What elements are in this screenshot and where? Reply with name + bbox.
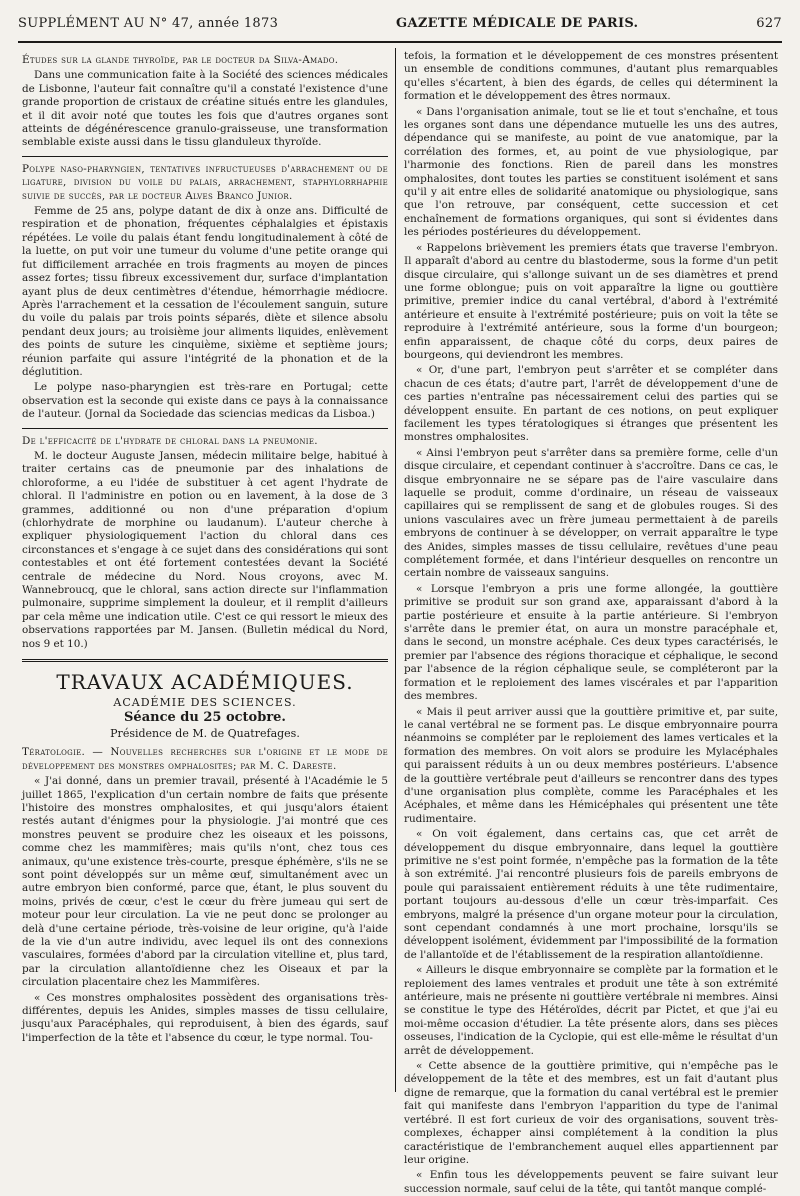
article-paragraph: Dans une communication faite à la Société des sciences médicales de Lisbonne, l'auteur fait connaître qu'il a constaté l'existence d'une grande proportion de cristaux de créatine situés entre les glandules, et il dit avoir noté que toutes les fois que d'autres organes sont atteints de dégénérescence granulo-graisseuse, une transformation semblable existe aussi dans le tissu glanduleux thyroïde. — [22, 69, 388, 149]
page-number: 627 — [756, 16, 782, 31]
session-presidency: Présidence de M. de Quatrefages. — [110, 726, 300, 740]
article-paragraph: « Dans l'organisation animale, tout se lie et tout s'enchaîne, et tous les organes sont dans une dépendance mutuelle les uns des autres, dépendance qui se manifeste, au point de vue anatomique, par la corrélation des formes, et, au point de vue physiologique, par l'harmonie des fonctions. Rien de pareil dans les monstres omphalosites, dont toutes les parties se constituent isolément et sans qu'il y ait entre elles de solidarité anatomique ou physiologique, sans que l'on retrouve, par conséquent, cette succession et cet enchaînement de formations organiques, qui sont si évidentes dans les périodes postérieures du développement. — [404, 105, 778, 239]
article-title-teratologie: Tératologie. — Nouvelles recherches sur l'origine et le mode de développement des monstres omphalosites; par M. C. Dareste. — [22, 746, 388, 772]
article-paragraph: « J'ai donné, dans un premier travail, présenté à l'Académie le 5 juillet 1865, l'explication d'un certain nombre de faits que présente l'histoire des monstres omphalosites, et qui jusqu'alors étaient restés autant d'énigmes pour la physiologie. J'ai montré que ces monstres peuvent se produire chez les oiseaux et les poissons, comme chez les mammifères; mais qu'ils n'ont, chez tous ces animaux, qu'une existence très-courte, presque éphémère, s'ils ne se sont point développés sur un même œuf, simultanément avec un autre embryon bien conformé, parce que, étant, le plus souvent du moins, privés de cœur, c'est le cœur du frère jumeau qui sert de moteur pour leur circulation. La vie ne peut donc se prolonger au delà d'une certaine période, très-voisine de leur origine, qu'à l'aide de la vie d'un autre individu, avec lequel ils ont des connexions vasculaires, formées d'abord par la circulation vitelline et, plus tard, par la circulation allantoïdienne chez les Oiseaux et par la circulation placentaire chez les Mammifères. — [22, 775, 388, 989]
right-column — [404, 50, 778, 1195]
article-title-chloral: De l'efficacité de l'hydrate de chloral dans la pneumonie. — [22, 434, 318, 447]
article-title-polype: Polype naso-pharyngien, tentatives infructueuses d'arrachement ou de ligature, division du voile du palais, arrachement, staphylorrhaphie suivie de succès, par le docteur Alves Branco Junior. — [22, 162, 388, 202]
article-paragraph: « Mais il peut arriver aussi que la gouttière primitive et, par suite, le canal vertébral ne se forment pas. Le disque embryonnaire pourra néanmoins se compléter par le reploiement des lames verticales et la formation des membres. On voit alors se produire les Mylacéphales qui paraissent réduits à un ou deux membres postérieurs. L'absence de la gouttière vertébrale peut d'ailleurs se rencontrer dans des types d'une organisation plus complète, comme les Paracéphales et les Acéphales, et même dans les Hémicéphales qui présentent une tête rudimentaire. — [404, 705, 778, 825]
article-paragraph: « Cette absence de la gouttière primitive, qui n'empêche pas le développement de la tête et des membres, est un fait d'autant plus digne de remarque, que la formation du canal vertébral est le premier fait qui manifeste dans l'embryon l'apparition du type de l'animal vertébré. Il est fort curieux de voir des organisations, souvent très-complexes, échapper ainsi complétement à la condition la plus caractéristique de l'embranchement auquel elles appartiennent par leur origine. — [404, 1060, 778, 1166]
column-divider — [395, 48, 396, 1092]
section-divider — [22, 659, 388, 662]
article-paragraph: Le polype naso-pharyngien est très-rare en Portugal; cette observation est la seconde qui existe dans ce pays à la connaissance de l'auteur. (Jornal da Sociedade das sciencias medicas da Lisboa.) — [22, 381, 388, 421]
article-paragraph: « Lorsque l'embryon a pris une forme allongée, la gouttière primitive se produit sur son grand axe, apparaissant d'abord à la partie postérieure et ensuite à la partie antérieure. Si l'embryon s'arrête dans le premier état, on aura un monstre paracéphale et, dans le second, un monstre acéphale. Ces deux types caractérisés, le premier par l'absence des régions thoracique et céphalique, le second par l'absence de la région céphalique seule, se compléteront par la formation et le reploiement des lames viscérales et par l'apparition des membres. — [404, 582, 778, 703]
session-date: Séance du 25 octobre. — [124, 710, 286, 726]
header-rule — [18, 41, 782, 43]
article-paragraph: M. le docteur Auguste Jansen, médecin militaire belge, habitué à traiter certains cas de pneumonie par des inhalations de chloroforme, a eu l'idée de substituer à cet agent l'hydrate de chloral. Il l'administre en potion ou en lavement, à la dose de 3 grammes, additionné ou non d'une préparation d'opium (chlorhydrate de morphine ou laudanum). L'auteur cherche à expliquer physiologiquement l'action du chloral dans ces circonstances et s'engage à ce sujet dans des considérations qui sont contestables et ont été fortement contestées devant la Société centrale de médecine du Nord. Nous croyons, avec M. Wannebroucq, que le chloral, sans action directe sur l'inflammation pulmonaire, supprime simplement la douleur, et il remplit d'ailleurs par cela même une indication utile. C'est ce qui ressort le mieux des observations rapportées par M. Jansen. (Bulletin médical du Nord, nos 9 et 10.) — [22, 449, 388, 650]
running-header — [18, 16, 782, 38]
article-paragraph: « Ailleurs le disque embryonnaire se complète par la formation et le reploiement des lames ventrales et produit une tête à son extrémité antérieure, mais ne présente ni gouttière vertébrale ni membres. Ainsi se constitue le type des Hétéroïdes, décrit par Pictet, et que j'ai eu moi-même occasion d'étudier. La tête présente alors, dans ses pièces osseuses, l'indication de la Cyclopie, qui est elle-même le résultat d'un arrêt de développement. — [404, 964, 778, 1057]
section-title: TRAVAUX ACADÉMIQUES. — [56, 670, 354, 695]
article-paragraph: « Ainsi l'embryon peut s'arrêter dans sa première forme, celle d'un disque circulaire, et cependant continuer à s'accroître. Dans ce cas, le disque embryonnaire ne se sépare pas de l'aire vasculaire dans laquelle se produit, comme d'ordinaire, un réseau de vaisseaux capillaires qui se remplissent de sang et de globules rouges. Si des unions vasculaires avec un frère jumeau permettaient à de pareils embryons de continuer à se développer, on verrait apparaître le type des Anides, simples masses de tissu cellulaire, revêtues d'une peau complétement formée, et dans l'intérieur desquelles on rencontre un certain nombre de vaisseaux sanguins. — [404, 446, 778, 580]
section-subtitle: ACADÉMIE DES SCIENCES. — [113, 696, 297, 710]
article-divider — [22, 428, 388, 429]
header-journal-title: GAZETTE MÉDICALE DE PARIS. — [396, 16, 639, 31]
article-paragraph: « On voit également, dans certains cas, que cet arrêt de développement du disque embryonnaire, dans lequel la gouttière primitive ne s'est point formée, n'empêche pas la formation de la tête à son extrémité. J'ai rencontré plusieurs fois de pareils embryons de poule qui paraissaient entièrement réduits à une tête rudimentaire, portant toujours au-dessous d'elle un cœur très-imparfait. Ces embryons, malgré la présence d'un organe moteur pour la circulation, sont cependant condamnés à une mort prochaine, lorsqu'ils se développent isolément, évidemment par l'impossibilité de la formation de l'allantoïde et de l'établissement de la respiration allantoïdienne. — [404, 828, 778, 961]
left-column — [22, 50, 388, 1090]
article-paragraph: « Rappelons brièvement les premiers états que traverse l'embryon. Il apparaît d'abord au centre du blastoderme, sous la forme d'un petit disque circulaire, qui s'allonge suivant un de ses diamètres et prend une forme oblongue; puis on voit apparaître la ligne ou gouttière primitive, premier indice du canal vertébral, d'abord à l'extrémité antérieure et ensuite à l'extrémité postérieure; puis on voit la tête se reproduire à l'extrémité antérieure, sous la forme d'un bourgeon; enfin apparaissent, de chaque côté du corps, deux paires de bourgeons, qui deviendront les membres. — [404, 241, 778, 361]
article-paragraph: Femme de 25 ans, polype datant de dix à onze ans. Difficulté de respiration et de phonation, fréquentes céphalalgies et épistaxis répétées. Le voile du palais étant fendu longitudinalement à côté de la luette, on put voir une tumeur du volume d'une petite orange qui fut difficilement arrachée en trois fragments au moyen de pinces assez fortes; tissu fibreux excessivement dur, surface d'implantation ayant plus de deux centimètres d'étendue, hémorrhagie médiocre. Après l'arrachement et la cessation de l'écoulement sanguin, suture du voile du palais par trois points séparés, diète et silence absolu pendant deux jours; au troisième jour aliments liquides, enlèvement des points de suture les cinquième, sixième et septième jours; réunion parfaite qui assure l'intégrité de la phonation et de la déglutition. — [22, 205, 388, 378]
article-paragraph: « Ces monstres omphalosites possèdent des organisations très-différentes, depuis les Anides, simples masses de tissu cellulaire, jusqu'aux Paracéphales, qui reproduisent, à bien des égards, sauf l'imperfection de la tête et l'absence du cœur, le type normal. Tou- — [22, 991, 388, 1044]
article-paragraph: tefois, la formation et le développement de ces monstres présentent un ensemble de conditions communes, d'autant plus remarquables qu'elles s'écartent, à bien des égards, de celles qui déterminent la formation et le développement des êtres normaux. — [404, 50, 778, 103]
article-divider — [22, 156, 388, 157]
header-supplement: SUPPLÉMENT AU N° 47, année 1873 — [18, 16, 279, 31]
article-title-thyroide: Études sur la glande thyroïde, par le docteur da Silva-Amado. — [22, 54, 339, 66]
article-paragraph: « Enfin tous les développements peuvent se faire suivant leur succession normale, sauf celui de la tête, qui tantôt manque complé- — [404, 1169, 778, 1195]
article-paragraph: « Or, d'une part, l'embryon peut s'arrêter et se compléter dans chacun de ces états; d'autre part, l'arrêt de développement d'une de ces parties n'entraîne pas nécessairement celui des parties qui se développent ensuite. En partant de ces notions, on peut expliquer facilement les types tératologiques si étranges que présentent les monstres omphalosites. — [404, 364, 778, 444]
